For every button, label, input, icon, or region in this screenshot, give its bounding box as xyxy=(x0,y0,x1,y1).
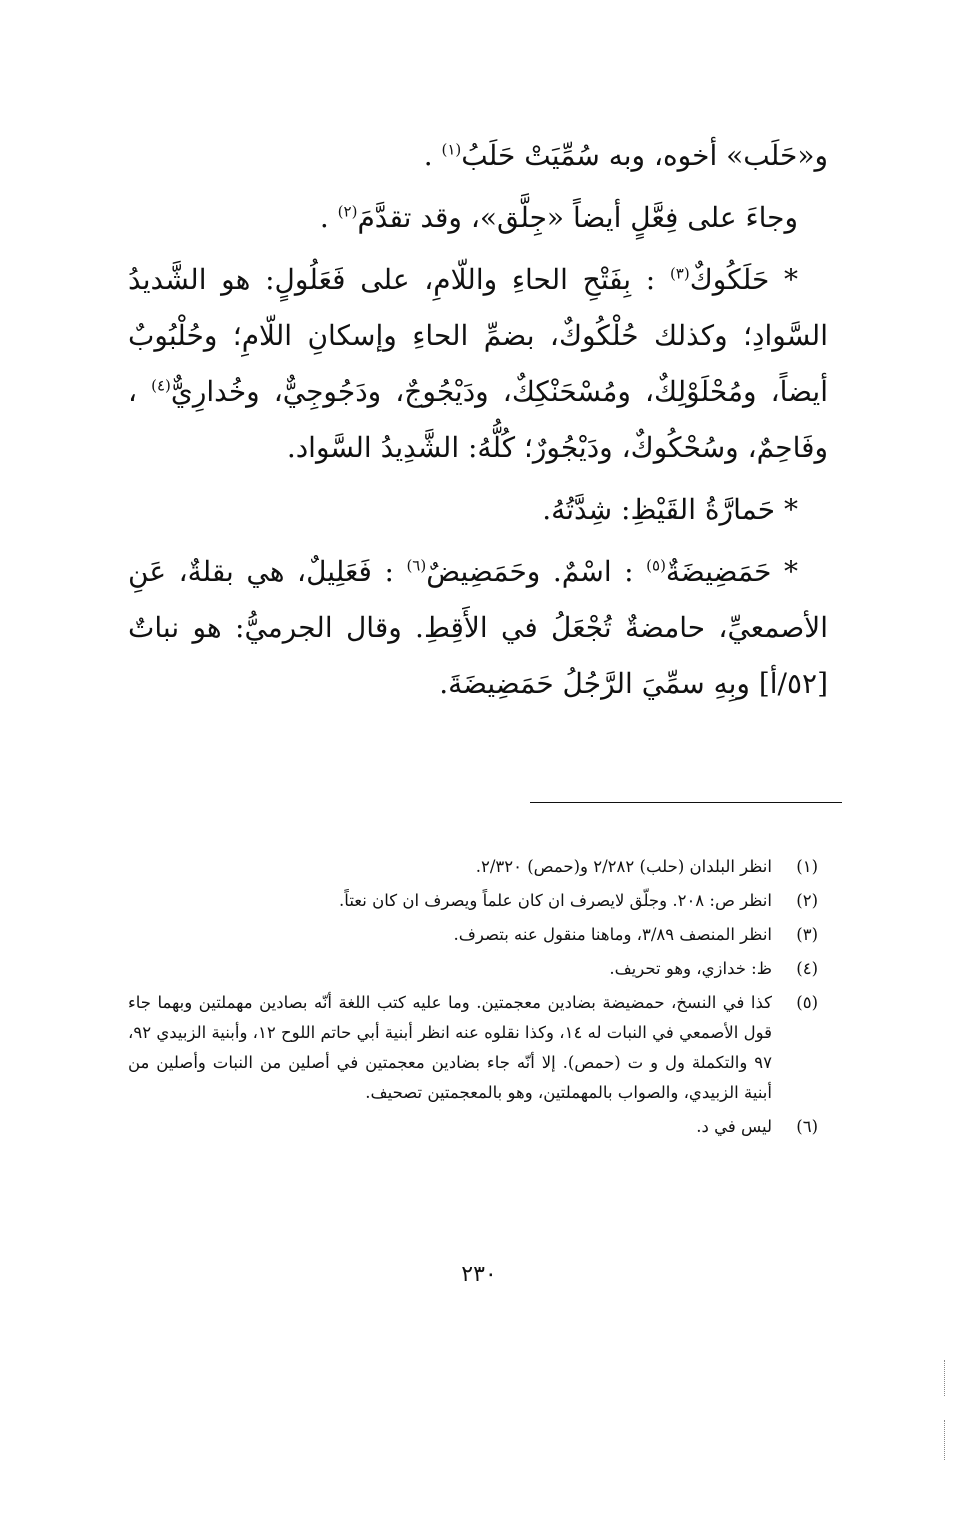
footnote-ref: (٣) xyxy=(669,264,690,283)
footnote xyxy=(128,920,818,950)
text-run: . xyxy=(319,201,338,234)
footnote-number: (١) xyxy=(796,857,818,876)
text-run: * حَلَكُوكٌ xyxy=(689,263,799,296)
footnote xyxy=(128,988,818,1108)
footnote-ref: (٢) xyxy=(337,202,358,221)
text-run: * حَمارَّةُ القَيْظِ: شِدَّتُهُ. xyxy=(542,493,798,526)
footnote-ref: (٤) xyxy=(151,376,171,395)
page-number: ٢٣٠ xyxy=(461,1262,497,1287)
entry-hamarra xyxy=(128,482,828,538)
scan-edge-mark xyxy=(944,1420,945,1460)
text-run: : اسْمٌ. وحَمَضِيضٌ xyxy=(426,555,647,588)
footnote xyxy=(128,886,818,916)
footnote-number: (٥) xyxy=(796,993,818,1012)
footnote xyxy=(128,1112,818,1142)
text-run: و«حَلَب» أخوه، وبه سُمِّيَتْ حَلَبُ xyxy=(461,139,828,172)
text-run: * حَمَضِيضَةٌ xyxy=(665,555,798,588)
footnote xyxy=(128,954,818,984)
footnote-text: كذا في النسخ، حمضيضة بضادين معجمتين. وما عليه كتب اللغة أنّه بصادين مهملتين وبهما جاء قول الأصمعي في النبات له ١٤، وكذا نقلوه عنه انظر أبنية أبي حاتم اللوح ١٢، وأبنية الزبيدي ٩٢، ٩٧ والتكملة ول و ت (حمص). إلا أنّه جاء بضادين معجمتين في أصلين من النبات وأصلين من أبنية الزبيدي، والصواب بالمهملتين، وهو بالمعجمتين تصحيف. xyxy=(128,993,772,1102)
footnote-ref: (٥) xyxy=(646,556,666,575)
footnote-text: انظر ص: ٢٠٨. وجلّق لايصرف ان كان علماً ويصرف ان كان نعتاً. xyxy=(339,891,772,910)
text-run: ، وفَاحِمٌ، وسُحْكُوكٌ، ودَيْجُورٌ؛ كُلُّهُ: الشَّدِيدُ السَّواد. xyxy=(128,375,828,464)
main-text xyxy=(128,128,828,718)
text-run: . xyxy=(423,139,442,172)
footnote-number: (٢) xyxy=(796,891,818,910)
paragraph-2 xyxy=(128,190,828,246)
footnote-number: (٣) xyxy=(796,925,818,944)
footnote-ref: (١) xyxy=(441,140,462,159)
footnote-text: انظر البلدان (حلب) ٢/٢٨٢ و(حمص) ٢/٣٢٠. xyxy=(475,857,772,876)
footnote-ref: (٦) xyxy=(406,556,427,575)
footnote-text: انظر المنصف ٣/٨٩، وماهنا منقول عنه بتصرف. xyxy=(453,925,772,944)
entry-halkuk xyxy=(128,252,828,476)
scan-edge-mark xyxy=(944,1360,945,1396)
footnote-text: ليس في د. xyxy=(696,1117,772,1136)
text-run: : بِفَتْحِ الحاءِ واللّامِ، على فَعَلُولٍ: هو الشَّديدُ السَّوادِ؛ وكذلك حُلْكُوكٌ، بضمِّ الحاءِ وإسكانِ اللّامِ؛ وحُلْبُوبٌ أيضاً، ومُحْلَوْلِكٌ، ومُسْحَنْكِكٌ، ودَيْجُوجٌ، ودَجُوجِيٌّ، وخُدارِيٌّ xyxy=(128,263,828,408)
footnote xyxy=(128,852,818,882)
entry-hamadida xyxy=(128,544,828,712)
footnote-text: ظ: خدازي، وهو تحريف. xyxy=(609,959,772,978)
footnote-divider xyxy=(530,802,842,803)
paragraph-1 xyxy=(128,128,828,184)
footnote-number: (٤) xyxy=(796,959,818,978)
text-run: وجاءَ على فِعَّلٍ أيضاً «جِلَّق»، وقد تقدَّمَ xyxy=(357,201,798,234)
text-run: : فَعَلِيلٌ، هي بقلةٌ، عَنِ الأصمعيِّ، حامضةٌ تُجْعَلُ في الأَقِطِ. وقال الجرميُّ: هو نباتٌ [٥٢/أ] وبِهِ سمِّيَ الرَّجُلُ حَمَضِيضَةَ. xyxy=(128,555,828,700)
footnote-number: (٦) xyxy=(796,1117,818,1136)
footnotes xyxy=(128,852,818,1146)
